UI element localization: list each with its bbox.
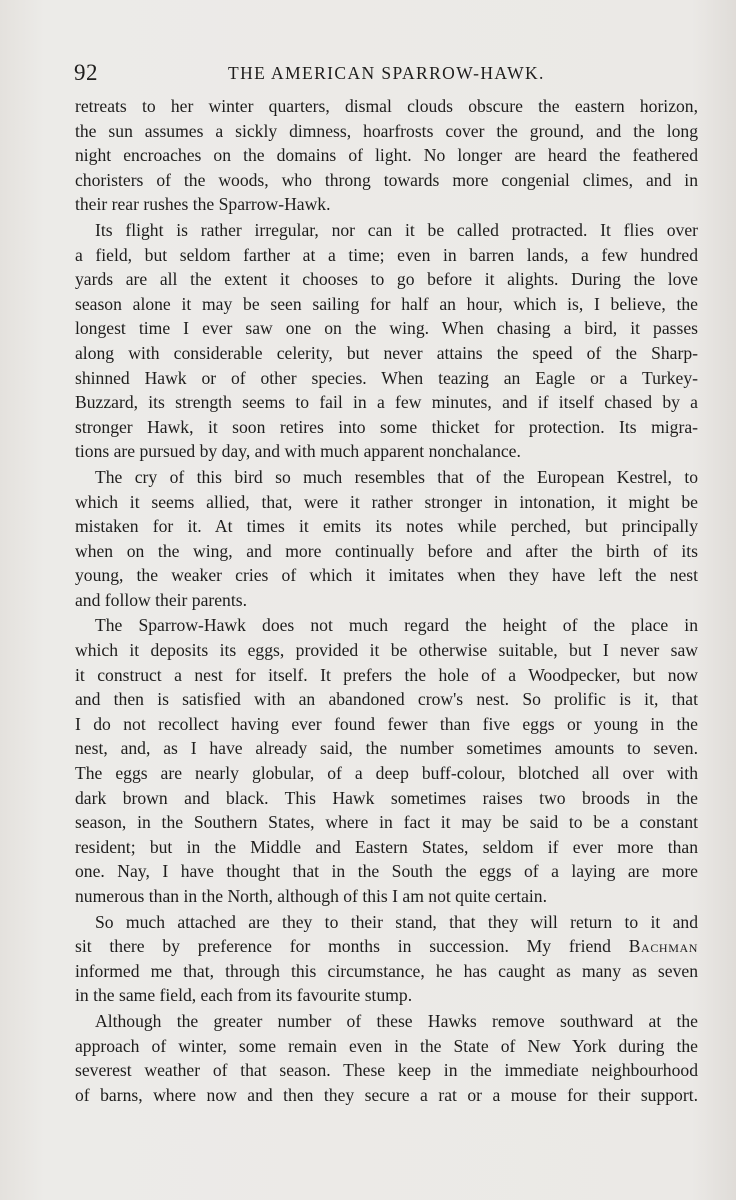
text-line: Buzzard, its strength seems to fail in a few minutes, and if itself chased by a — [75, 392, 698, 413]
running-head — [74, 60, 694, 90]
text-line: it construct a nest for itself. It prefers the hole of a Woodpecker, but now — [75, 664, 698, 685]
text-line: season, in the Southern States, where in fact it may be said to be a constant — [75, 812, 698, 833]
text-fragment: sit there by preference for months in succession. My friend — [75, 936, 611, 957]
person-name: Bachman — [628, 936, 698, 957]
text-line: of barns, where now and then they secure a rat or a mouse for their support. — [75, 1084, 698, 1105]
text-line: the sun assumes a sickly dimness, hoarfrosts cover the ground, and the long — [75, 120, 698, 141]
text-line: and then is satisfied with an abandoned crow's nest. So prolific is it, that — [75, 689, 698, 710]
text-line: dark brown and black. This Hawk sometimes raises two broods in the — [75, 787, 698, 808]
text-line: So much attached are they to their stand, that they will return to it and — [95, 911, 698, 932]
text-line: nest, and, as I have already said, the number sometimes amounts to seven. — [75, 738, 698, 759]
text-line: informed me that, through this circumstance, he has caught as many as seven — [75, 960, 698, 981]
text-line: young, the weaker cries of which it imitates when they have left the nest — [75, 565, 698, 586]
text-line: one. Nay, I have thought that in the South the eggs of a laying are more — [75, 861, 698, 882]
running-title: THE AMERICAN SPARROW-HAWK. — [228, 63, 545, 83]
text-line: night encroaches on the domains of light. No longer are heard the feathered — [75, 145, 698, 166]
paragraph-5 — [75, 910, 698, 1008]
text-line: resident; but in the Middle and Eastern States, seldom if ever more than — [75, 836, 698, 857]
paragraph-6 — [75, 1009, 698, 1107]
text-line: The eggs are nearly globular, of a deep buff-colour, blotched all over with — [75, 763, 698, 784]
paragraph-4 — [75, 613, 698, 908]
text-line: mistaken for it. At times it emits its notes while perched, but principally — [75, 516, 698, 537]
text-line: Although the greater number of these Hawks remove southward at the — [95, 1010, 698, 1031]
text-line: I do not recollect having ever found fewer than five eggs or young in the — [75, 713, 698, 734]
text-line: retreats to her winter quarters, dismal clouds obscure the eastern horizon, — [75, 96, 698, 116]
paragraph-2 — [75, 218, 698, 464]
text-line: their rear rushes the Sparrow-Hawk. — [75, 194, 331, 215]
text-line: along with considerable celerity, but never attains the speed of the Sharp- — [75, 342, 698, 363]
text-line: in the same field, each from its favourite stump. — [75, 985, 413, 1006]
paragraph-3 — [75, 465, 698, 613]
text-line: tions are pursued by day, and with much apparent nonchalance. — [75, 441, 521, 462]
text-line: which it deposits its eggs, provided it be otherwise suitable, but I never saw — [75, 640, 698, 661]
text-line: stronger Hawk, it soon retires into some thicket for protection. Its migra- — [75, 416, 698, 437]
text-line: severest weather of that season. These keep in the immediate neighbourhood — [75, 1060, 698, 1081]
text-line: The cry of this bird so much resembles that of the European Kestrel, to — [95, 466, 698, 487]
text-line: yards are all the extent it chooses to go before it alights. During the love — [75, 269, 698, 290]
text-line: The Sparrow-Hawk does not much regard the height of the place in — [95, 615, 698, 636]
text-line: Its flight is rather irregular, nor can it be called protracted. It flies over — [95, 219, 698, 240]
text-line: when on the wing, and more continually before and after the birth of its — [75, 540, 698, 561]
body-text — [75, 94, 698, 1108]
text-line: a field, but seldom farther at a time; even in barren lands, a few hundred — [75, 244, 698, 265]
text-line-with-name — [75, 934, 698, 959]
text-line: longest time I ever saw one on the wing. When chasing a bird, it passes — [75, 318, 698, 339]
text-line: shinned Hawk or of other species. When teazing an Eagle or a Turkey- — [75, 367, 698, 388]
paragraph-1 — [75, 94, 698, 217]
text-line: choristers of the woods, who throng towards more congenial climes, and in — [75, 169, 698, 190]
text-line: approach of winter, some remain even in the State of New York during the — [75, 1035, 698, 1056]
page-number: 92 — [74, 60, 98, 85]
text-line: and follow their parents. — [75, 589, 247, 610]
text-line: which it seems allied, that, were it rather stronger in intonation, it might be — [75, 491, 698, 512]
text-line: season alone it may be seen sailing for half an hour, which is, I believe, the — [75, 293, 698, 314]
text-line: numerous than in the North, although of this I am not quite certain. — [75, 886, 547, 906]
